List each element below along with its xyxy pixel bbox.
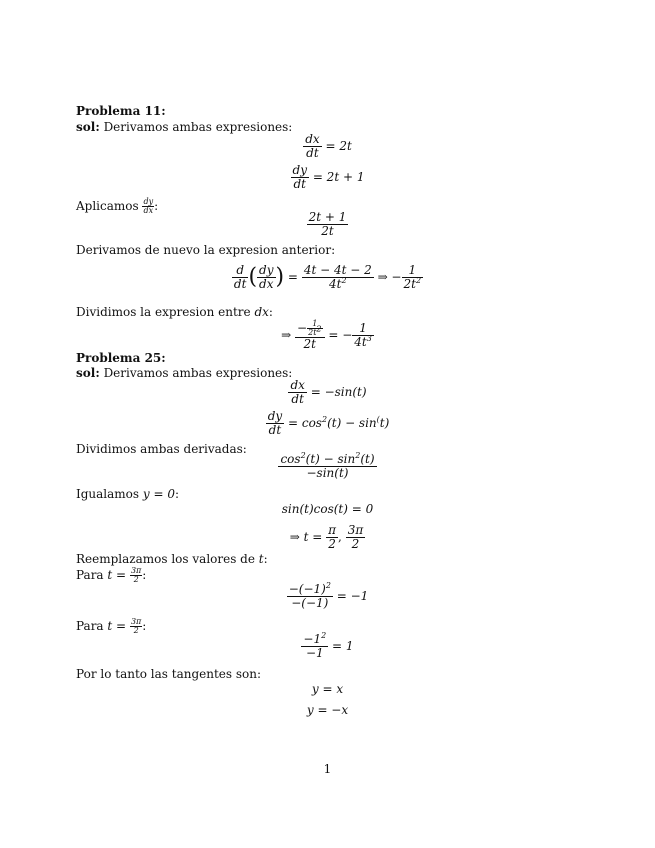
frac-num: dy [143,197,154,206]
divide-derivatives-text: Dividimos ambas derivadas: [76,442,247,456]
page-number: 1 [323,762,332,776]
frac-den: −sin(t) [306,466,349,480]
frac-num: dy [292,163,307,177]
equation-t-values [0,524,655,551]
problem-11-heading: Problema 11: [76,104,166,118]
frac-num: − $\frac{1}{2t^2}$ [295,320,324,338]
frac-num: d [232,264,249,278]
frac-den: 2 [133,575,139,584]
left-paren: ( [248,264,258,290]
divide-text: Dividimos la expresion entre [76,305,255,319]
colon: : [268,305,273,319]
frac-den: −1 [305,646,324,660]
equation-dx-dt-25 [0,379,655,406]
sol-label: sol: [76,120,100,134]
frac-num: dx [305,132,320,146]
equation-second-derivative [0,264,655,291]
frac-num: dy [267,409,283,423]
colon: : [142,619,147,633]
frac-den: dt [268,423,282,437]
frac-den: −(−1) [291,596,329,610]
problem-11-intro [76,120,292,134]
equation-sin-cos: sin(t)cos(t) = 0 [281,502,374,516]
case-label: Para [76,619,108,633]
frac-den: $4t^3$ [354,334,372,349]
equation-dy-dt [0,164,655,191]
frac-den: $2t^2$ [403,276,422,291]
frac-num: 4t − 4t − 2 [303,263,372,277]
derive-again-text: Derivamos de nuevo la expresion anterior: [76,243,336,257]
frac-num: $\cos^2(t) - \sin^2(t)$ [280,451,375,466]
equation-tangent-1: y = x [311,682,344,696]
replace-text: Reemplazamos los valores de [76,552,259,566]
case-var: t = [107,568,127,582]
frac-den: dt [293,177,306,191]
t-prefix: ⇒ t = [289,530,323,544]
divide-line [76,305,273,319]
frac-den: dt [233,277,247,291]
frac-num: 3π [347,523,364,537]
equation-dy-dt-25 [0,410,655,437]
equation-quotient-25 [0,453,655,480]
sol-label: sol: [76,366,100,380]
frac-num: dy [259,263,274,277]
equals: = [287,270,298,284]
equal-text: Igualamos [76,487,143,501]
separator: , [338,530,342,544]
frac-num: 3π [130,566,142,575]
equation-rhs: = −sin(t) [310,385,367,399]
colon: : [142,568,147,582]
problem-25-heading: Problema 25: [76,351,166,365]
equation-rhs: = 1 [332,639,354,653]
frac-den: dt [291,392,304,406]
apply-text: Aplicamos [76,199,143,213]
equation-case-2 [0,633,655,660]
equation-rhs: = $\cos^2(t) - \sin^(t$) [287,415,390,430]
equation-rhs: = 2t [325,139,352,153]
equation-rhs: = 2t + 1 [312,170,365,184]
problem-25-intro [76,366,292,380]
intro-text: Derivamos ambas expresiones: [99,366,293,380]
intro-text: Derivamos ambas expresiones: [99,120,293,134]
frac-den: dx [259,277,274,291]
tangent-text: Por lo tanto las tangentes son: [76,667,262,681]
arrow: ⇒ [281,328,292,342]
case-1-line [76,567,146,584]
equal-math: y = 0 [142,487,175,501]
frac-den: dt [306,146,319,160]
equation-dx-dt [0,133,655,160]
colon: : [154,199,159,213]
frac-den: 2t [303,337,317,351]
equation-case-1 [0,583,655,610]
colon: : [174,487,180,501]
frac-num: 1 [352,322,374,336]
frac-den: 2 [351,537,360,551]
frac-den: 2 [328,537,336,551]
arrow: ⇒ − [377,270,402,284]
frac-den: 2 [133,626,139,635]
replace-var: t [258,552,264,566]
divide-var: dx [254,305,269,319]
frac-den: $4t^2$ [328,276,347,291]
replace-line [76,552,268,566]
frac-num: $-1^2$ [303,631,327,646]
frac-num: π [328,523,337,537]
frac-num: dx [290,378,305,392]
frac-num: 2t + 1 [308,210,347,224]
case-label: Para [76,568,108,582]
frac-num: 3π [130,617,142,626]
colon: : [263,552,268,566]
equation-rhs: = −1 [336,589,369,603]
equals: = − [328,328,353,342]
right-paren: ) [275,264,285,290]
equation-ratio [0,211,655,238]
case-var: t = [107,619,127,633]
frac-num: 1 [402,264,424,278]
equation-third [0,320,655,351]
equation-tangent-2: y = −x [306,703,349,717]
frac-den: dx [143,206,154,215]
equal-line [76,487,179,501]
frac-den: 2t [321,224,334,238]
frac-num: $-(-1)^2$ [288,581,331,596]
